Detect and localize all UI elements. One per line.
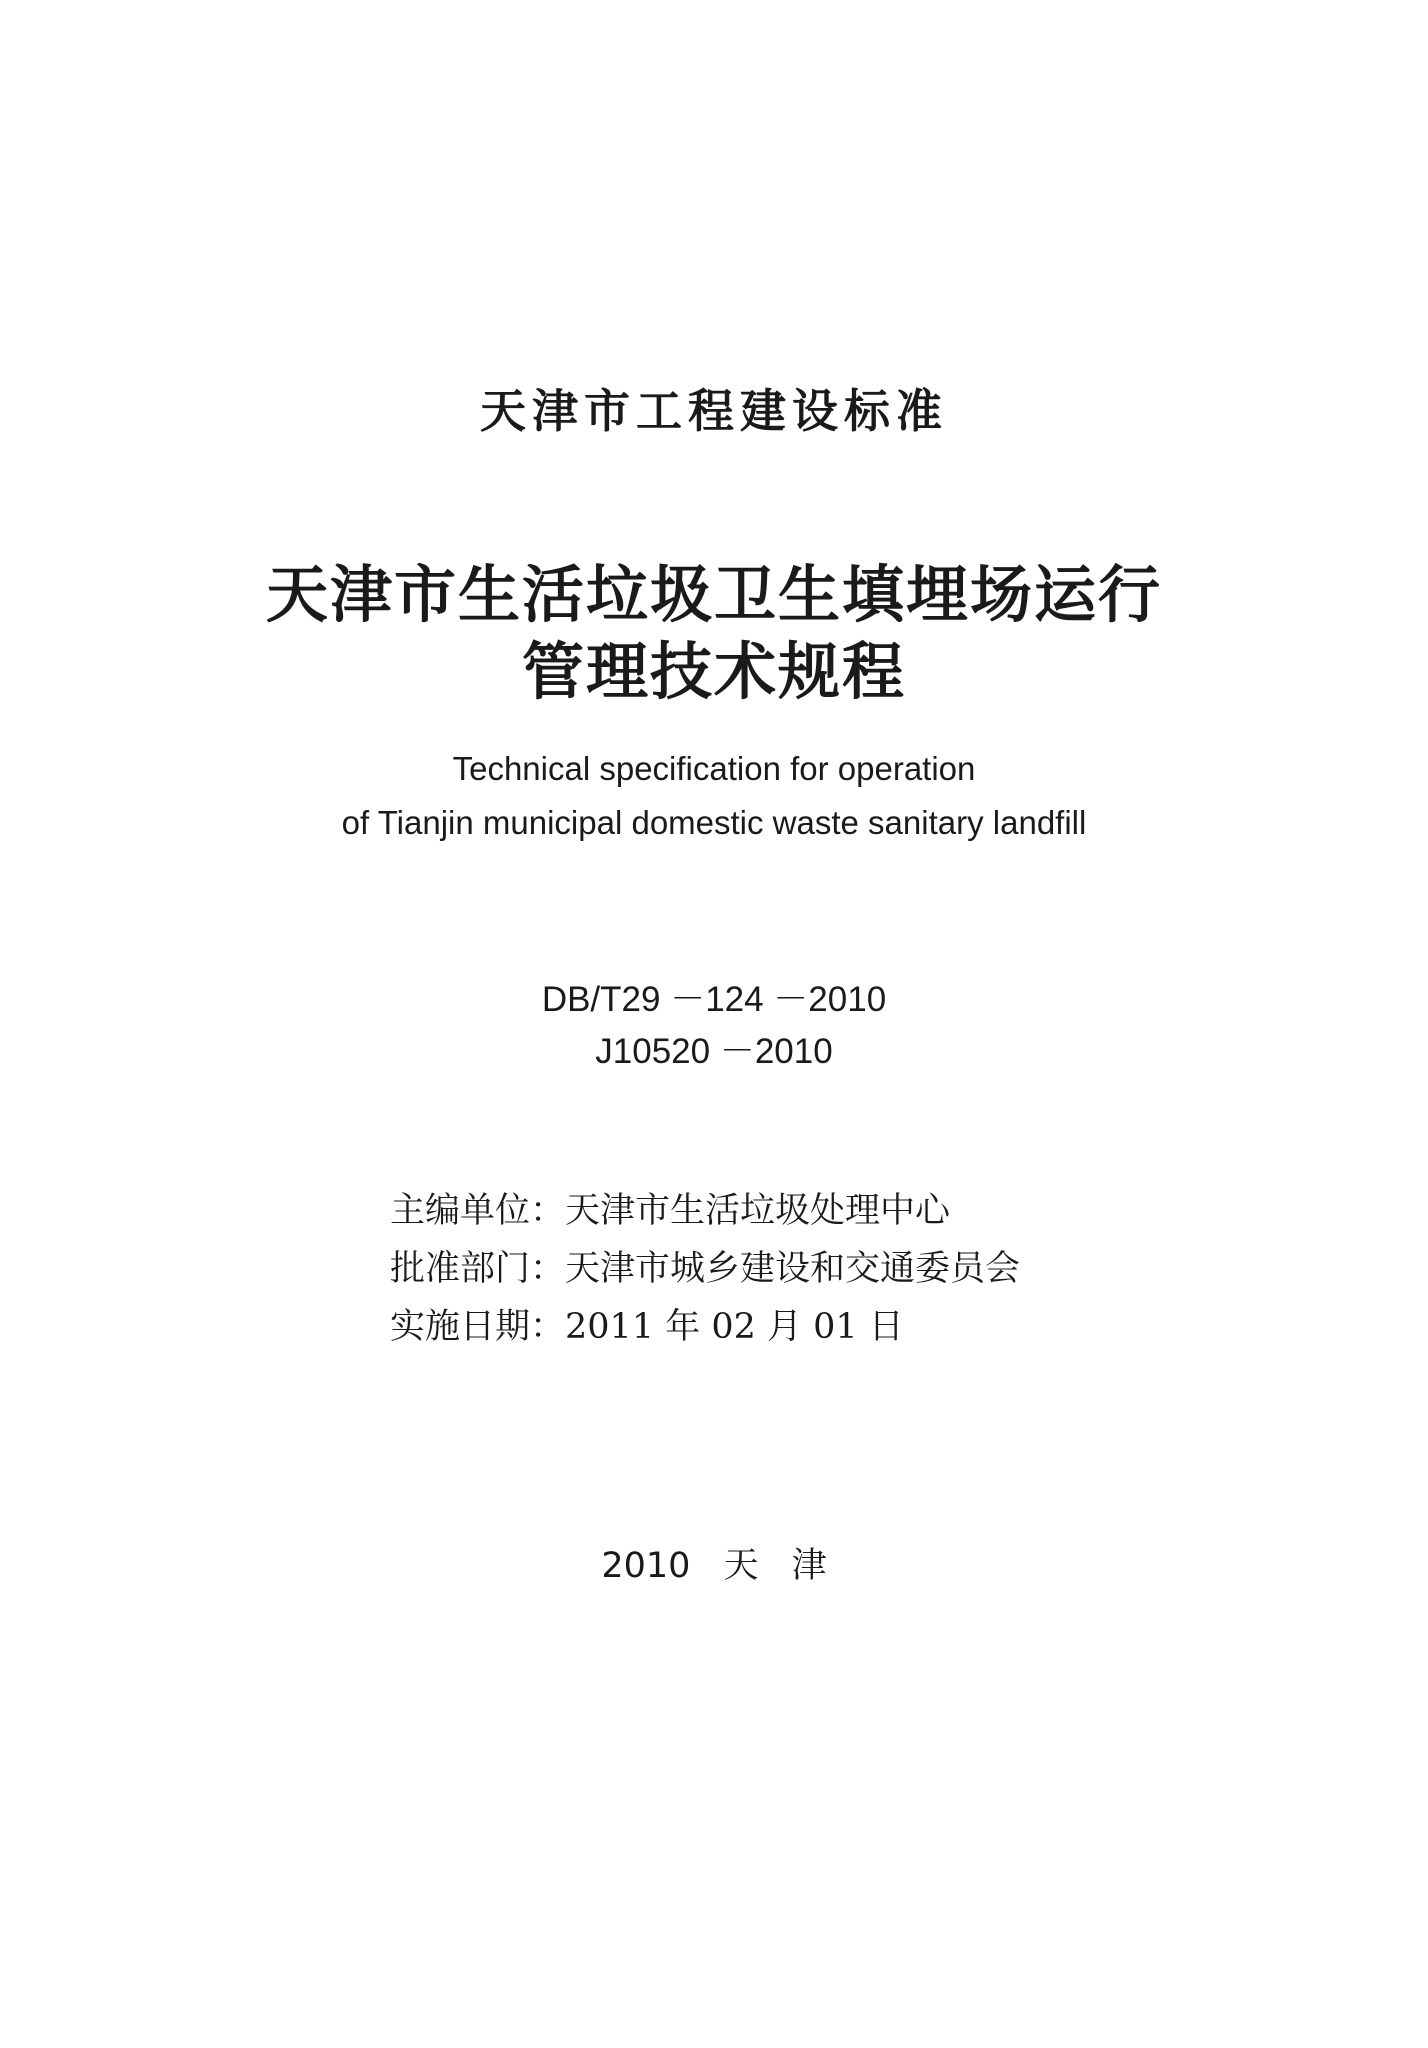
editor-unit-label: 主编单位： — [390, 1191, 566, 1231]
record-number: J10520 －2010 — [595, 1032, 833, 1071]
publication-year-place: 2010 天 津 — [601, 1546, 827, 1586]
effective-date-value: 2011 年 02 月 01 日 — [565, 1307, 904, 1347]
approval-department-value: 天津市城乡建设和交通委员会 — [565, 1249, 1021, 1289]
publication-info — [390, 1182, 1020, 1356]
approval-department-row — [390, 1240, 1020, 1298]
editor-unit-row — [390, 1182, 1020, 1240]
approval-department-label: 批准部门： — [390, 1249, 566, 1289]
effective-date-row — [390, 1298, 1020, 1356]
editor-unit-value: 天津市生活垃圾处理中心 — [565, 1191, 951, 1231]
english-title-line-2: of Tianjin municipal domestic waste sanitary landfill — [341, 804, 1087, 841]
chinese-title-line-1: 天津市生活垃圾卫生填埋场运行 — [265, 558, 1162, 631]
english-title-line-1: Technical specification for operation — [452, 750, 976, 787]
standard-number: DB/T29 －124 －2010 — [541, 980, 887, 1019]
chinese-title-line-2: 管理技术规程 — [521, 635, 906, 708]
standard-series-heading: 天津市工程建设标准 — [480, 384, 948, 438]
effective-date-label: 实施日期： — [390, 1307, 566, 1347]
